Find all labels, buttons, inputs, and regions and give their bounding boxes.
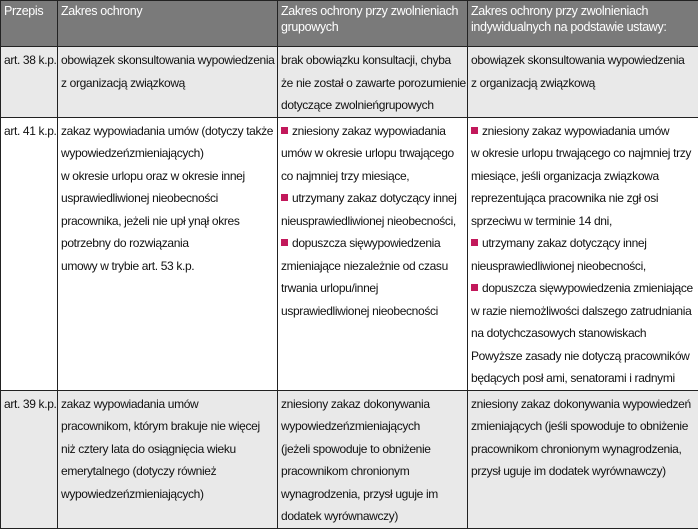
text-line: obowiązek skonsultowania wypowiedzenia [61,49,274,72]
text-line: umowy w trybie art. 53 k.p. [61,255,274,278]
bullet-text: utrzymany zakaz dotyczący innej [292,191,457,205]
przepis-text: art. 38 k.p. [4,49,54,72]
header-zwolnienia-indywidualne: Zakres ochrony przy zwolnieniach indywidualnych na podstawie ustawy: [468,1,698,47]
text-line: (jeżeli spowoduje to obniżenie [281,438,464,461]
header-zakres-ochrony: Zakres ochrony [58,1,278,47]
cell-przepis [1,47,58,118]
text-line: zmieniające niezależnie od czasu [281,255,464,278]
text-line: dodatek wyrównawczy) [281,505,464,528]
table-row [1,47,698,118]
bullet-text: zniesiony zakaz wypowiadania umów [482,124,669,138]
header-zwolnienia-grupowe: Zakres ochrony przy zwolnieniach grupowych [278,1,468,47]
cell-przepis [1,390,58,528]
bullet-text: zniesiony zakaz wypowiadania [292,124,446,138]
text-line: umów w okresie urlopu trwającego [281,142,464,165]
bullet-line [471,277,695,300]
bullet-text: dopuszcza sięwypowiedzenia zmieniające [482,281,693,295]
text-line: zakaz wypowiadania umów [61,393,274,416]
text-line: w okresie urlopu trwającego co najmniej trzy [471,142,695,165]
bullet-text: dopuszcza sięwypowiedzenia [292,236,440,250]
text-line: zniesiony zakaz dokonywania wypowiedzeń [471,393,695,416]
text-line: pracownikom chronionym [281,460,464,483]
text-line: wypowiedzeńzmieniających) [61,483,274,506]
bullet-line [281,232,464,255]
table-row [1,390,698,528]
header-row [1,1,698,47]
text-line: pracownika, jeżeli nie upł ynął okres [61,210,274,233]
cell-grupowe [278,47,468,118]
text-line: usprawiedliwionej nieobecności [61,187,274,210]
bullet-square-icon [281,239,288,246]
cell-indywidualne [468,117,698,390]
bullet-line [281,120,464,143]
cell-zakres [58,117,278,390]
text-line: nieusprawiedliwionej nieobecności, [281,210,464,233]
cell-grupowe [278,117,468,390]
przepis-text: art. 39 k.p. [4,393,54,416]
bullet-line [471,120,695,143]
bullet-line [471,232,695,255]
przepis-text: art. 41 k.p. [4,120,54,143]
text-line: w razie niemożliwości dalszego zatrudniania [471,300,695,323]
table-row [1,117,698,390]
text-line: dotyczące zwolnieńgrupowych [281,94,464,117]
text-line: zniesiony zakaz dokonywania [281,393,464,416]
header-przepis: Przepis [1,1,58,47]
text-line: zakaz wypowiadania umów (dotyczy także [61,120,274,143]
text-line: wynagrodzenia, przysł uguje im [281,483,464,506]
text-line: że nie został o zawarte porozumienie [281,72,464,95]
text-line: brak obowiązku konsultacji, chyba [281,49,464,72]
bullet-square-icon [281,127,288,134]
text-line: nieusprawiedliwionej nieobecności, [471,255,695,278]
cell-zakres [58,390,278,528]
cell-przepis [1,117,58,390]
text-line: miesiące, jeśli organizacja związkowa [471,165,695,188]
bullet-square-icon [471,127,478,134]
bullet-text: utrzymany zakaz dotyczący innej [482,236,647,250]
text-line: na dotychczasowych stanowiskach [471,322,695,345]
text-line: usprawiedliwionej nieobecności [281,300,464,323]
text-line: z organizacją związkową [471,72,695,95]
text-line: sprzeciwu w terminie 14 dni, [471,210,695,233]
text-line: reprezentująca pracownika nie zgł osi [471,187,695,210]
cell-grupowe [278,390,468,528]
text-line: przysł uguje im dodatek wyrównawczy) [471,460,695,483]
bullet-square-icon [281,194,288,201]
bullet-line [281,187,464,210]
text-line: co najmniej trzy miesiące, [281,165,464,188]
text-line: pracownikom chronionym wynagrodzenia, [471,438,695,461]
text-line: potrzebny do rozwiązania [61,232,274,255]
cell-zakres [58,47,278,118]
text-line: wypowiedzeńzmieniających) [61,142,274,165]
text-line: trwania urlopu/innej [281,277,464,300]
text-line: emerytalnego (dotyczy również [61,460,274,483]
bullet-square-icon [471,239,478,246]
text-line: Powyższe zasady nie dotyczą pracowników [471,345,695,368]
text-line: z organizacją związkową [61,72,274,95]
text-line: zmieniających (jeśli spowoduje to obniżenie [471,415,695,438]
text-line: obowiązek skonsultowania wypowiedzenia [471,49,695,72]
text-line: będących posł ami, senatorami i radnymi [471,367,695,390]
cell-indywidualne [468,47,698,118]
text-line: niż cztery lata do osiągnięcia wieku [61,438,274,461]
text-line: wypowiedzeńzmieniających [281,415,464,438]
text-line: pracownikom, którym brakuje nie więcej [61,415,274,438]
cell-indywidualne [468,390,698,528]
bullet-square-icon [471,284,478,291]
text-line: w okresie urlopu oraz w okresie innej [61,165,274,188]
